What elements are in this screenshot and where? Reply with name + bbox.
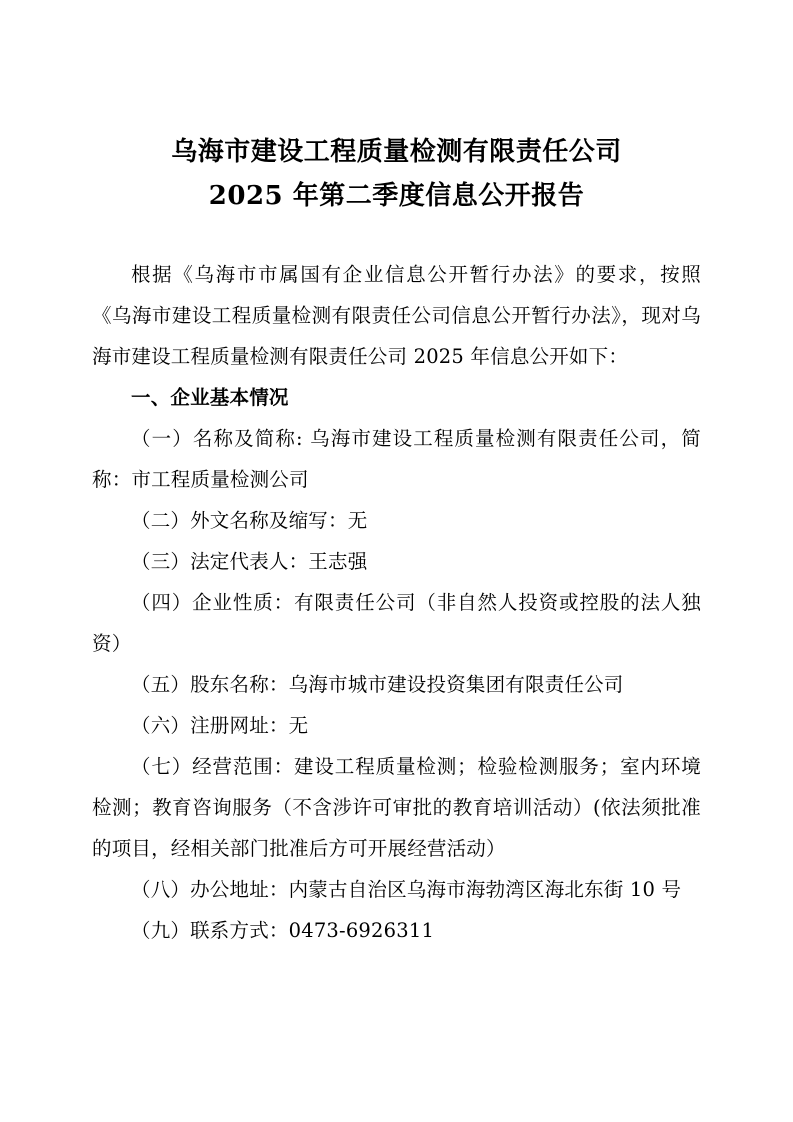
page-title-line-2: 2025 年第二季度信息公开报告 [208,181,585,211]
intro-paragraph: 根据《乌海市市属国有企业信息公开暂行办法》的要求，按照《乌海市建设工程质量检测有限责任公司信息公开暂行办法》，现对乌海市建设工程质量检测有限责任公司 2025 年信息公开如下： [92,263,701,368]
item-5-shareholder-name: （五）股东名称：乌海市城市建设投资集团有限责任公司 [131,673,624,696]
item-3-legal-representative: （三）法定代表人：王志强 [131,550,368,573]
document-body [92,254,701,951]
page-title-line-1: 乌海市建设工程质量检测有限责任公司 [171,137,622,167]
item-8-office-address: （八）办公地址：内蒙古自治区乌海市海勃湾区海北东街 10 号 [131,878,682,901]
item-4-enterprise-nature: （四）企业性质：有限责任公司（非自然人投资或控股的法人独资） [92,591,701,655]
item-9-contact: （九）联系方式：0473-6926311 [131,919,435,942]
item-7-business-scope: （七）经营范围：建设工程质量检测；检验检测服务；室内环境检测；教育咨询服务（不含涉许可审批的教育培训活动）(依法须批准的项目，经相关部门批准后方可开展经营活动） [92,755,701,860]
item-6-registered-website: （六）注册网址：无 [131,714,309,737]
item-1-name-and-abbreviation: （一）名称及简称: 乌海市建设工程质量检测有限责任公司，简称：市工程质量检测公司 [92,427,701,491]
section-heading-1: 一、企业基本情况 [131,386,289,409]
page-title [92,130,701,218]
item-2-foreign-name: （二）外文名称及缩写：无 [131,509,368,532]
